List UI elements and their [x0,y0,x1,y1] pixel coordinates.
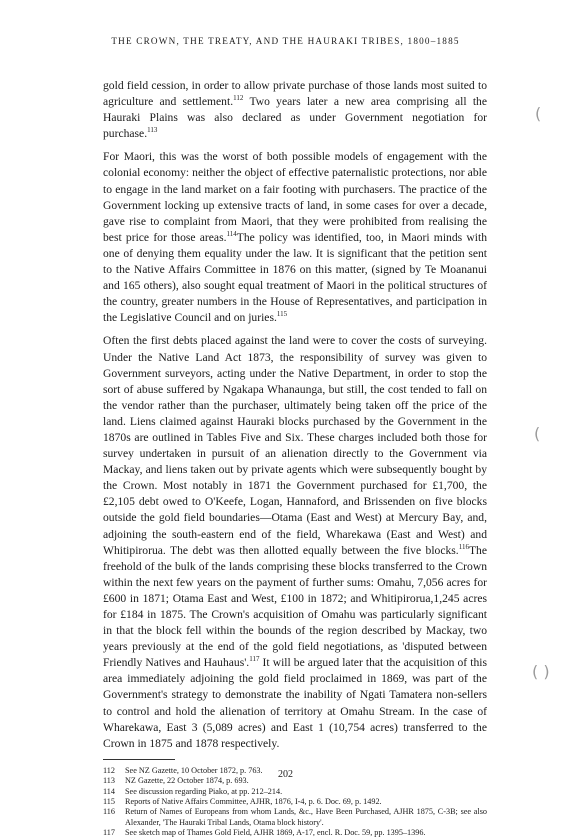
footnote-text: See sketch map of Thames Gold Field, AJHR 1869, A-17, encl. R. Doc. 59, pp. 1395–1396. [125,828,426,838]
paragraph-text: The freehold of the bulk of the lands comprising these blocks transferred to the Crown within the next few years on the payment of further sums: Omahu, 7,056 acres for £600 in 1871; Otama East and West, £100 in 1872; and Whitipirorua,1,245 acres for £184 in 1875. The Crown's acquisition of Omahu was particularly significant in that the block fell within the bounds of the region described by Mackay, two years previously at the end of the gold field negotiations, as 'disputed between Friendly Natives and Hauhaus'. [103,543,487,670]
footnote-number: 116 [103,807,115,817]
footnote-text: Reports of Native Affairs Committee, AJHR, 1876, I-4, p. 6. Doc. 69, p. 1492. [125,797,382,807]
footnote [103,807,487,828]
footnote-ref[interactable]: 114 [226,229,237,238]
running-header: THE CROWN, THE TREATY, AND THE HAURAKI TRIBES, 1800–1885 [111,36,460,46]
footnote [103,797,487,807]
footnote-number: 115 [103,797,115,807]
page-number: 202 [278,769,293,780]
footnote-ref[interactable]: 112 [233,94,244,103]
paragraph-text: gold field cession, in order to allow private purchase of those lands most suited to agriculture and settlement. [103,79,487,109]
footnote-ref[interactable]: 113 [147,126,158,135]
footnote-text: Return of Names of Europeans from whom Lands, &c., Have Been Purchased, AJHR 1875, C-3B; see also Alexander, 'The Hauraki Tribal Lands, Otama block history'. [125,807,487,827]
footnote-text: See NZ Gazette, 10 October 1872, p. 763. [125,765,263,775]
paragraph-text: It will be argued later that the acquisition of this area immediately adjoining the gold field proclaimed in 1869, was part of the Government's strategy to demonstrate the inability of Ngati Tamatera non-sellers to control and hold the alienation of territory at Omahu Stream. In the case of Wharekawa, East 3 (5,089 acres) and East 1 (10,754 acres) transferred to the Crown in 1875 and 1878 respectively. [103,656,487,750]
footnote-number: 112 [103,765,115,775]
margin-parenthesis-mark: ( ) [532,662,550,681]
margin-parenthesis-mark: ( [534,424,541,443]
footnote-text: See discussion regarding Piako, at pp. 212–214. [125,786,283,796]
footnote [103,787,487,797]
footnote-number: 113 [103,776,115,786]
paragraph [103,78,487,142]
footnote-ref[interactable]: 116 [458,542,469,551]
footnote-number: 117 [103,828,115,838]
body-text [103,78,487,839]
footnote [103,828,487,838]
paragraph-text: Two years later a new area comprising all the Hauraki Plains was also declared as under Government negotiation for purchase. [103,95,488,141]
paragraph-text: The policy was identified, too, in Maori minds with one of denying them equality under the law. It is significant that the petition sent to the Native Affairs Committee in 1876 on this matter, (signed by Te Moananui and 165 others), also sought equal treatment of Maori in the political structures of the country, greater numbers in the House of Representatives, and participation in the Legislative Council and on juries. [103,230,487,325]
footnote-ref[interactable]: 117 [249,655,260,664]
footnote-text: NZ Gazette, 22 October 1874, p. 693. [125,776,249,786]
footnote-divider [103,759,175,760]
paragraph-text: Often the first debts placed against the land were to cover the costs of surveying. Under the Native Land Act 1873, the responsibility of survey was given to Government surveyors, acting under the Native Department, in order to stop the sort of abuse suffered by Ngakapa Whanaunga, but still, the cost tended to fall on the vendor rather than the purchaser, ultimately being taken off the price of the land. Liens claimed against Hauraki blocks purchased by the Government in the 1870s are outlined in Tables Five and Six. These charges included both those for survey undertaken in pursuit of an alienation directly to the Government via Mackay, and liens taken out by private agents which were subsequently bought by the Crown. Most notably in 1871 the Government purchased for £1,700, the £2,105 debt owed to O'Keefe, Logan, Hannaford, and Brissenden on five blocks outside the gold field boundaries—Otama (East and West) at Mercury Bay, and, adjoining the south-eastern end of the field, Wharekawa (East and West) and Whitipirorua. The debt was then allotted equally between the five blocks. [103,334,487,557]
paragraph [103,333,487,751]
margin-parenthesis-mark: ( [535,104,542,123]
paragraph-text: For Maori, this was the worst of both possible models of engagement with the colonial economy: neither the object of effective paternalistic protections, nor able to engage in the land market on a fair footing with purchasers. The practice of the Government locking up extensive tracts of land, in some cases for over a decade, gave rise to complaint from Maori, that they were prohibited from realising the best price for those areas. [103,150,487,244]
footnote-ref[interactable]: 115 [276,310,288,319]
footnote-number: 114 [103,786,115,796]
paragraph [103,149,487,326]
